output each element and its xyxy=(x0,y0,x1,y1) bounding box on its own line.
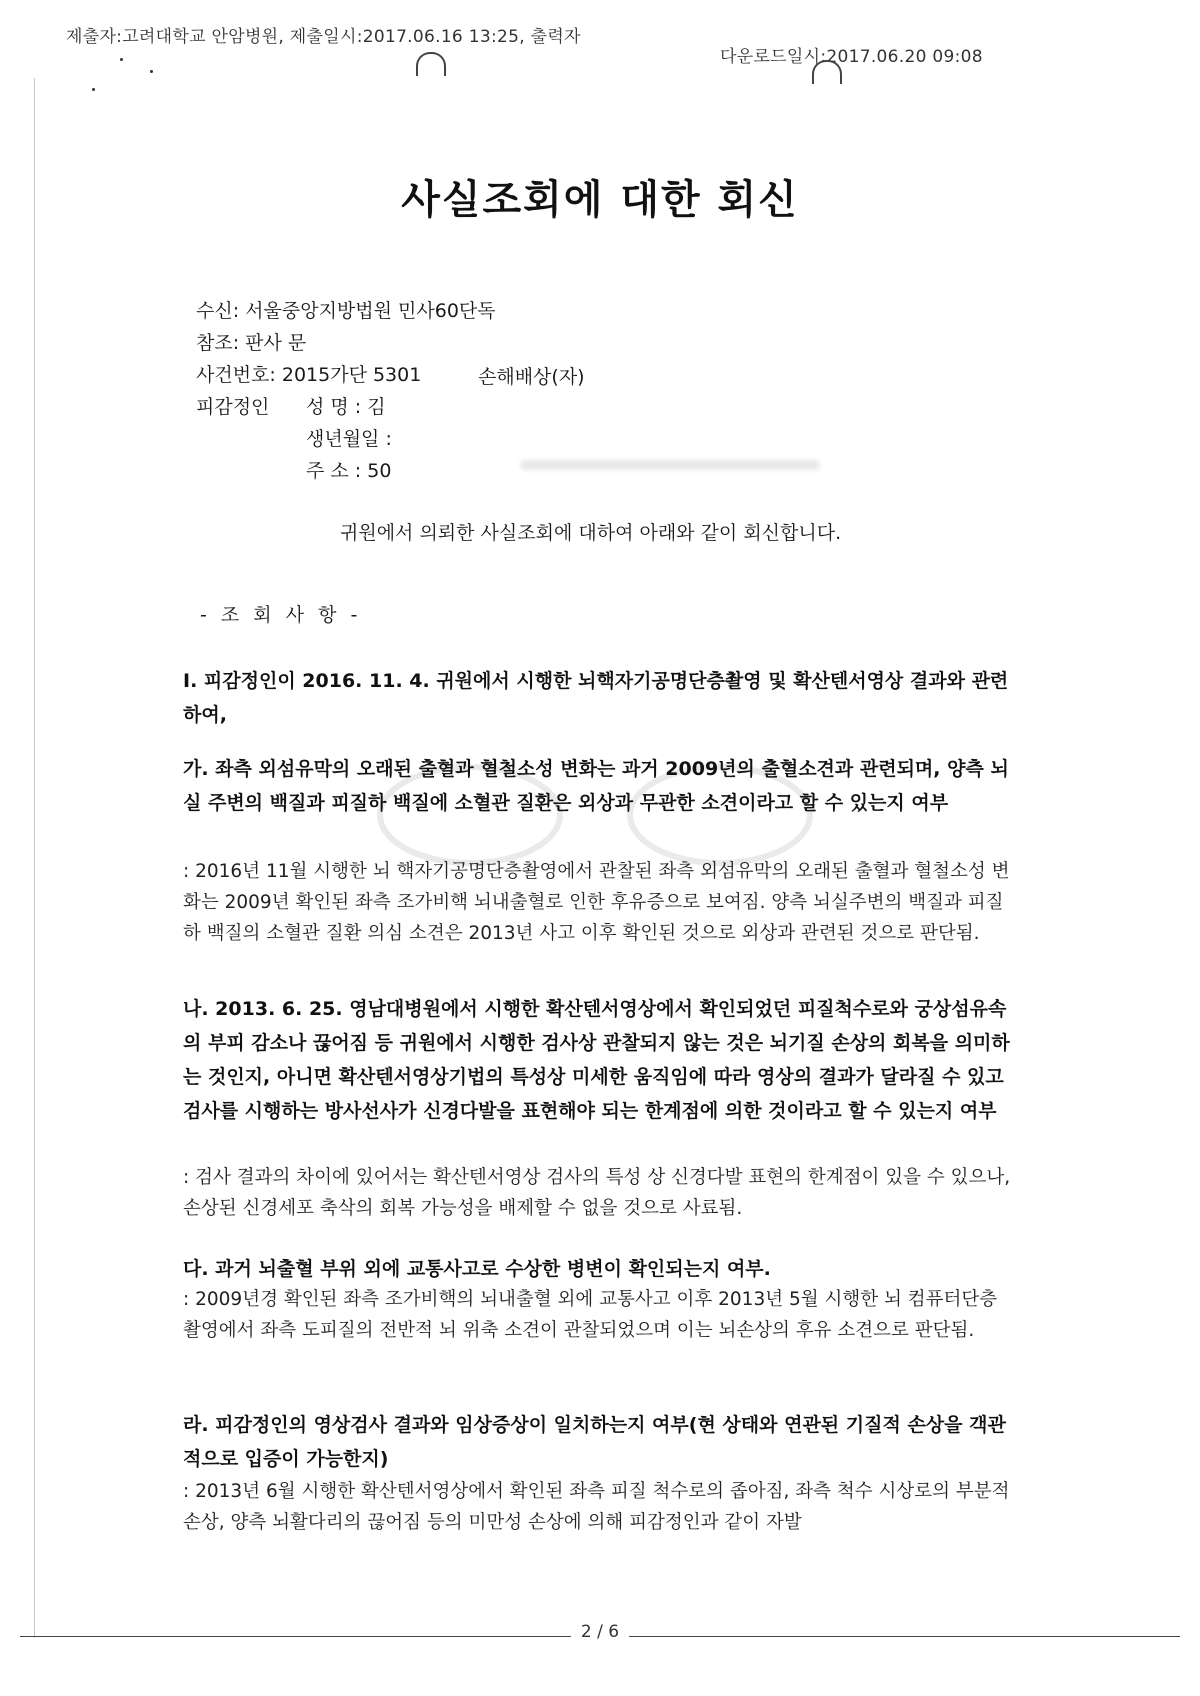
redacted-address xyxy=(520,460,820,470)
question-ga: 가. 좌측 외섬유막의 오래된 출혈과 혈철소성 변화는 과거 2009년의 출혈소견과 관련되며, 양측 뇌실 주변의 백질과 피질하 백질에 소혈관 질환은 외상과 무관한 소견이라고 할 수 있는지 여부 xyxy=(183,758,1009,814)
answer-ga: : 2016년 11월 시행한 뇌 핵자기공명단층촬영에서 관찰된 좌측 외섬유막의 오래된 출혈과 혈철소성 변화는 2009년 확인된 좌측 조가비핵 뇌내출혈로 인한 후유증으로 보여짐. 양측 뇌실주변의 백질과 피질하 백질의 소혈관 질환 의심 소견은 2013년 사고 이후 확인된 것으로 외상과 관련된 것으로 판단됨. xyxy=(183,861,1010,944)
subject-name: 성 명 : 김 xyxy=(306,396,386,418)
scan-speck xyxy=(150,70,153,73)
section-heading: - 조 회 사 항 - xyxy=(200,604,362,626)
document-title: 사실조회에 대한 회신 xyxy=(401,177,799,223)
question-da: 다. 과거 뇌출혈 부위 외에 교통사고로 수상한 병변이 확인되는지 여부. xyxy=(183,1258,771,1280)
binder-hole-mark xyxy=(416,52,446,76)
case-type: 손해배상(자) xyxy=(478,366,585,388)
answer-ra: : 2013년 6월 시행한 확산텐서영상에서 확인된 좌측 피질 척수로의 좁아짐, 좌측 척수 시상로의 부분적 손상, 양측 뇌활다리의 끊어짐 등의 미만성 손상에 의해 피감정인과 같이 자발 xyxy=(183,1481,1010,1533)
answer-na: : 검사 결과의 차이에 있어서는 확산텐서영상 검사의 특성 상 신경다발 표현의 한계점이 있을 수 있으나, 손상된 신경세포 축삭의 회복 가능성을 배제할 수 없을 것으로 사료됨. xyxy=(183,1167,1011,1219)
subject-birthdate: 생년월일 : xyxy=(306,428,392,450)
page-number-row xyxy=(0,1622,1200,1642)
binder-hole-mark xyxy=(812,60,842,84)
question-main: I. 피감정인이 2016. 11. 4. 귀원에서 시행한 뇌핵자기공명단층촬영 및 확산텐서영상 결과와 관련하여, xyxy=(183,670,1009,726)
question-ra: 라. 피감정인의 영상검사 결과와 임상증상이 일치하는지 여부(현 상태와 연관된 기질적 손상을 객관적으로 입증이 가능한지) xyxy=(183,1414,1006,1470)
submission-header: 제출자:고려대학교 안암병원, 제출일시:2017.06.16 13:25, 출력자 xyxy=(66,27,581,47)
question-na: 나. 2013. 6. 25. 영남대병원에서 시행한 확산텐서영상에서 확인되었던 피질척수로와 궁상섬유속의 부피 감소나 끊어짐 등 귀원에서 시행한 검사상 관찰되지 않는 것은 뇌기질 손상의 회복을 의미하는 것인지, 아니면 확산텐서영상기법의 특성상 미세한 움직임에 따라 영상의 결과가 달라질 수 있고 검사를 시행하는 방사선사가 신경다발을 표현해야 되는 한계점에 의한 것이라고 할 수 있는지 여부 xyxy=(183,998,1010,1122)
recipient-line: 수신: 서울중앙지방법원 민사60단독 xyxy=(196,300,496,322)
scan-speck xyxy=(120,58,123,61)
page-left-edge xyxy=(34,78,35,1638)
scan-speck xyxy=(92,88,95,91)
case-number-line: 사건번호: 2015가단 5301 xyxy=(196,364,422,386)
page-number: 2 / 6 xyxy=(571,1622,629,1642)
subject-label: 피감정인 xyxy=(196,396,270,418)
subject-address: 주 소 : 50 xyxy=(306,460,392,482)
intro-sentence: 귀원에서 의뢰한 사실조회에 대하여 아래와 같이 회신합니다. xyxy=(340,522,842,544)
reference-line: 참조: 판사 문 xyxy=(196,332,307,354)
answer-da: : 2009년경 확인된 좌측 조가비핵의 뇌내출혈 외에 교통사고 이후 2013년 5월 시행한 뇌 컴퓨터단층촬영에서 좌측 도피질의 전반적 뇌 위축 소견이 관찰되었으며 이는 뇌손상의 후유 소견으로 판단됨. xyxy=(183,1289,998,1341)
download-header: 다운로드일시:2017.06.20 09:08 xyxy=(720,47,983,67)
